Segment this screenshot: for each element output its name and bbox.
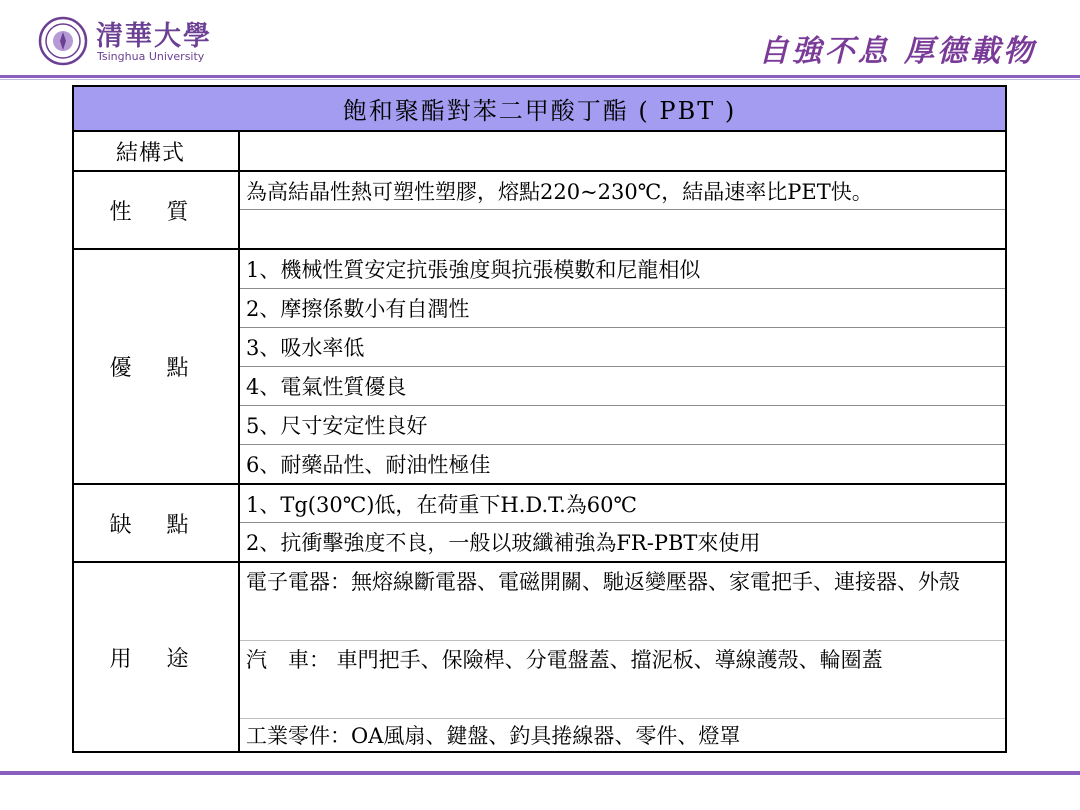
logo-chinese-name: 清華大學 — [96, 21, 212, 52]
footer-divider — [0, 771, 1080, 775]
motto: 自強不息 厚德載物 — [758, 34, 1036, 69]
advantage-item: 6、耐藥品性、耐油性極佳 — [240, 445, 1005, 485]
use-item: 工業零件：OA風扇、鍵盤、釣具捲線器、零件、燈罩 — [246, 724, 741, 748]
header-divider-thin — [0, 79, 1080, 80]
university-seal-icon — [38, 16, 88, 66]
logo-english-name: Tsinghua University — [97, 50, 205, 63]
pbt-properties-table — [72, 85, 1007, 753]
properties-item: 為高結晶性熱可塑性塑膠，熔點220~230℃，結晶速率比PET快。 — [240, 172, 1005, 210]
properties-label: 性 質 — [74, 172, 240, 250]
header-divider — [0, 75, 1080, 78]
structure-value — [240, 132, 1005, 172]
advantage-item: 1、機械性質安定抗張強度與抗張模數和尼龍相似 — [240, 250, 1005, 289]
advantage-item: 5、尺寸安定性良好 — [240, 406, 1005, 445]
properties-empty-row — [240, 210, 1005, 250]
uses-label: 用 途 — [74, 563, 240, 751]
advantages-label: 優 點 — [74, 250, 240, 485]
use-item: 汽 車： 車門把手、保險桿、分電盤蓋、擋泥板、導線護殼、輪圈蓋 — [240, 641, 1005, 719]
disadvantages-label: 缺 點 — [74, 485, 240, 563]
advantage-item: 2、摩擦係數小有自潤性 — [240, 289, 1005, 328]
disadvantage-item: 2、抗衝擊強度不良，一般以玻纖補強為FR-PBT來使用 — [240, 523, 1005, 563]
disadvantage-item: 1、Tg(30℃)低，在荷重下H.D.T.為60℃ — [240, 485, 1005, 523]
advantage-item: 3、吸水率低 — [240, 328, 1005, 367]
structure-label: 結構式 — [74, 132, 240, 172]
advantage-item: 4、電氣性質優良 — [240, 367, 1005, 406]
use-item: 電子電器：無熔線斷電器、電磁開關、馳返變壓器、家電把手、連接器、外殼 — [240, 563, 1005, 641]
table-title: 飽和聚酯對苯二甲酸丁酯 ( PBT ) — [74, 87, 1005, 132]
